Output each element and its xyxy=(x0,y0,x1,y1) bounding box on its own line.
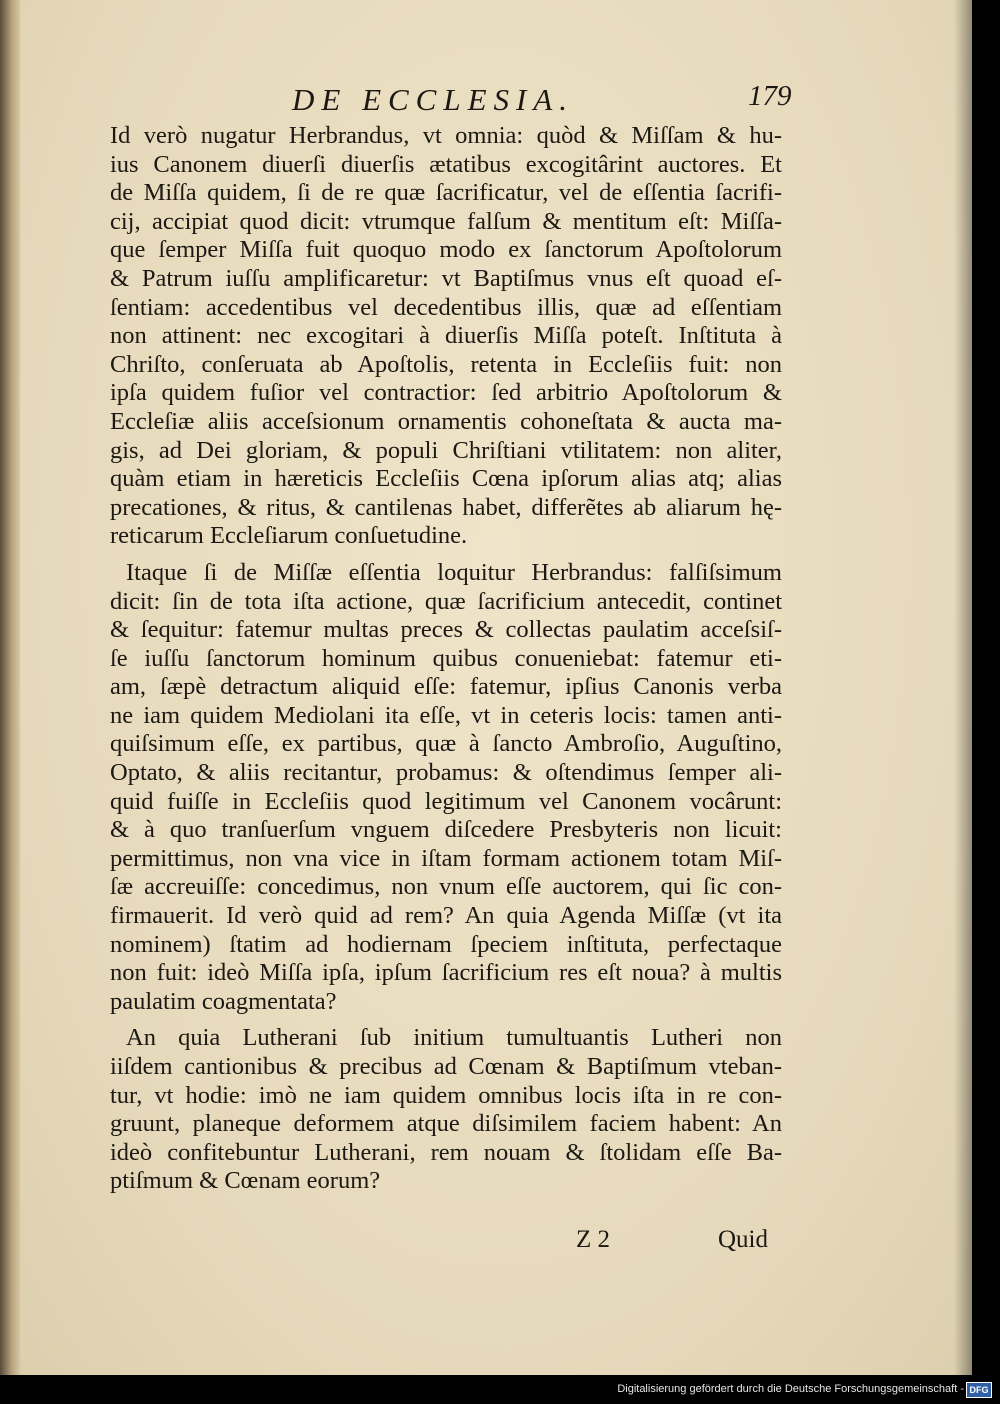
text-line: ne iam quidem Mediolani ita eſſe, vt in ceteris locis: tamen anti- xyxy=(110,701,782,729)
text-line: Eccleſiæ aliis acceſsionum ornamentis cohoneſtata & aucta ma- xyxy=(110,407,782,435)
text-line: quiſsimum eſſe, ex partibus, quæ à ſancto Ambroſio, Auguſtino, xyxy=(110,730,782,758)
left-page-edge xyxy=(0,0,20,1375)
book-page xyxy=(20,0,972,1375)
text-line: & à quo tranſuerſum vnguem diſcedere Presbyteris non licuit: xyxy=(110,816,782,844)
text-line: am, ſæpè detractum aliquid eſſe: fatemur, ipſius Canonis verba xyxy=(110,673,782,701)
text-line: & Patrum iuſſu amplificaretur: vt Baptiſmus vnus eſt quoad eſ- xyxy=(110,264,782,292)
text-line: paulatim coagmentata? xyxy=(110,987,337,1015)
text-line: Itaque ſi de Miſſæ eſſentia loquitur Herbrandus: falſiſsimum xyxy=(126,558,782,586)
paragraph-gap xyxy=(110,1016,782,1024)
page-number: 179 xyxy=(748,80,792,112)
text-line: cij, accipiat quod dicit: vtrumque falſum & mentitum eſt: Miſſa- xyxy=(110,207,782,235)
dfg-logo: DFG xyxy=(966,1382,992,1398)
text-line: gis, ad Dei gloriam, & populi Chriſtiani vtilitatem: non aliter, xyxy=(110,436,782,464)
text-line: quid fuiſſe in Eccleſiis quod legitimum vel Canonem vocârunt: xyxy=(110,787,782,815)
text-line: ius Canonem diuerſi diuerſis ætatibus excogitârint auctores. Et xyxy=(110,150,782,178)
text-line: An quia Lutherani ſub initium tumultuantis Lutheri non xyxy=(126,1024,782,1052)
paragraph xyxy=(110,559,782,1017)
page-gutter-shadow xyxy=(954,0,972,1375)
body-text xyxy=(110,122,782,1196)
text-line: nominem) ſtatim ad hodiernam ſpeciem inſtituta, perfectaque xyxy=(110,930,782,958)
text-line: Id verò nugatur Herbrandus, vt omnia: quòd & Miſſam & hu- xyxy=(110,122,782,149)
paragraph xyxy=(110,122,782,551)
text-line: non fuit: ideò Miſſa ipſa, ipſum ſacrificium res eſt noua? à multis xyxy=(110,959,782,987)
text-line: tur, vt hodie: imò ne iam quidem omnibus locis iſta in re con- xyxy=(110,1081,782,1109)
text-line: ipſa quidem fuſior vel contractior: ſed arbitrio Apoſtolorum & xyxy=(110,379,782,407)
text-line: precationes, & ritus, & cantilenas habet, differẽtes ab aliarum hę- xyxy=(110,493,782,521)
paragraph xyxy=(110,1024,782,1196)
running-head: DE ECCLESIA. xyxy=(292,82,575,117)
text-line: dicit: ſin de tota iſta actione, quæ ſacrificium antecedit, continet xyxy=(110,587,782,615)
text-line: reticarum Eccleſiarum conſuetudine. xyxy=(110,522,468,550)
page-header xyxy=(20,82,972,122)
signature-mark: Z 2 xyxy=(576,1226,611,1253)
text-line: permittimus, non vna vice in iſtam formam actionem totam Miſ- xyxy=(110,844,782,872)
paragraph-gap xyxy=(110,551,782,559)
text-line: ſe iuſſu ſanctorum hominum quibus conueniebat: fatemur eti- xyxy=(110,644,782,672)
text-line: de Miſſa quidem, ſi de re quæ ſacrificatur, vel de eſſentia ſacrifi- xyxy=(110,179,782,207)
text-line: que ſemper Miſſa fuit quoquo modo ex ſanctorum Apoſtolorum xyxy=(110,236,782,264)
text-line: Chriſto, conſeruata ab Apoſtolis, retenta in Eccleſiis fuit: non xyxy=(110,350,782,378)
text-line: gruunt, planeque deformem atque diſsimilem faciem habent: An xyxy=(110,1110,782,1138)
text-line: quàm etiam in hæreticis Eccleſiis Cœna ipſorum alias atq; alias xyxy=(110,465,782,493)
funding-credit: Digitalisierung gefördert durch die Deutsche Forschungsgemeinschaft - xyxy=(617,1383,964,1395)
text-line: & ſequitur: fatemur multas preces & collectas paulatim acceſsiſ- xyxy=(110,616,782,644)
page-footer xyxy=(20,1226,972,1260)
catchword: Quid xyxy=(718,1226,768,1253)
text-line: ſæ accreuiſſe: concedimus, non vnum eſſe auctorem, qui ſic con- xyxy=(110,873,782,901)
text-line: ptiſmum & Cœnam eorum? xyxy=(110,1167,381,1195)
credit-bar xyxy=(0,1375,1000,1404)
text-line: iiſdem cantionibus & precibus ad Cœnam & Baptiſmum vteban- xyxy=(110,1053,782,1080)
text-line: ſentiam: accedentibus vel decedentibus illis, quæ ad eſſentiam xyxy=(110,293,782,321)
text-line: firmauerit. Id verò quid ad rem? An quia Agenda Miſſæ (vt ita xyxy=(110,902,782,930)
text-line: Optato, & aliis recitantur, probamus: & oſtendimus ſemper ali- xyxy=(110,759,782,787)
text-line: non attinent: nec excogitari à diuerſis Miſſa poteſt. Inſtituta à xyxy=(110,322,782,350)
text-line: ideò confitebuntur Lutherani, rem nouam & ſtolidam eſſe Ba- xyxy=(110,1138,782,1166)
